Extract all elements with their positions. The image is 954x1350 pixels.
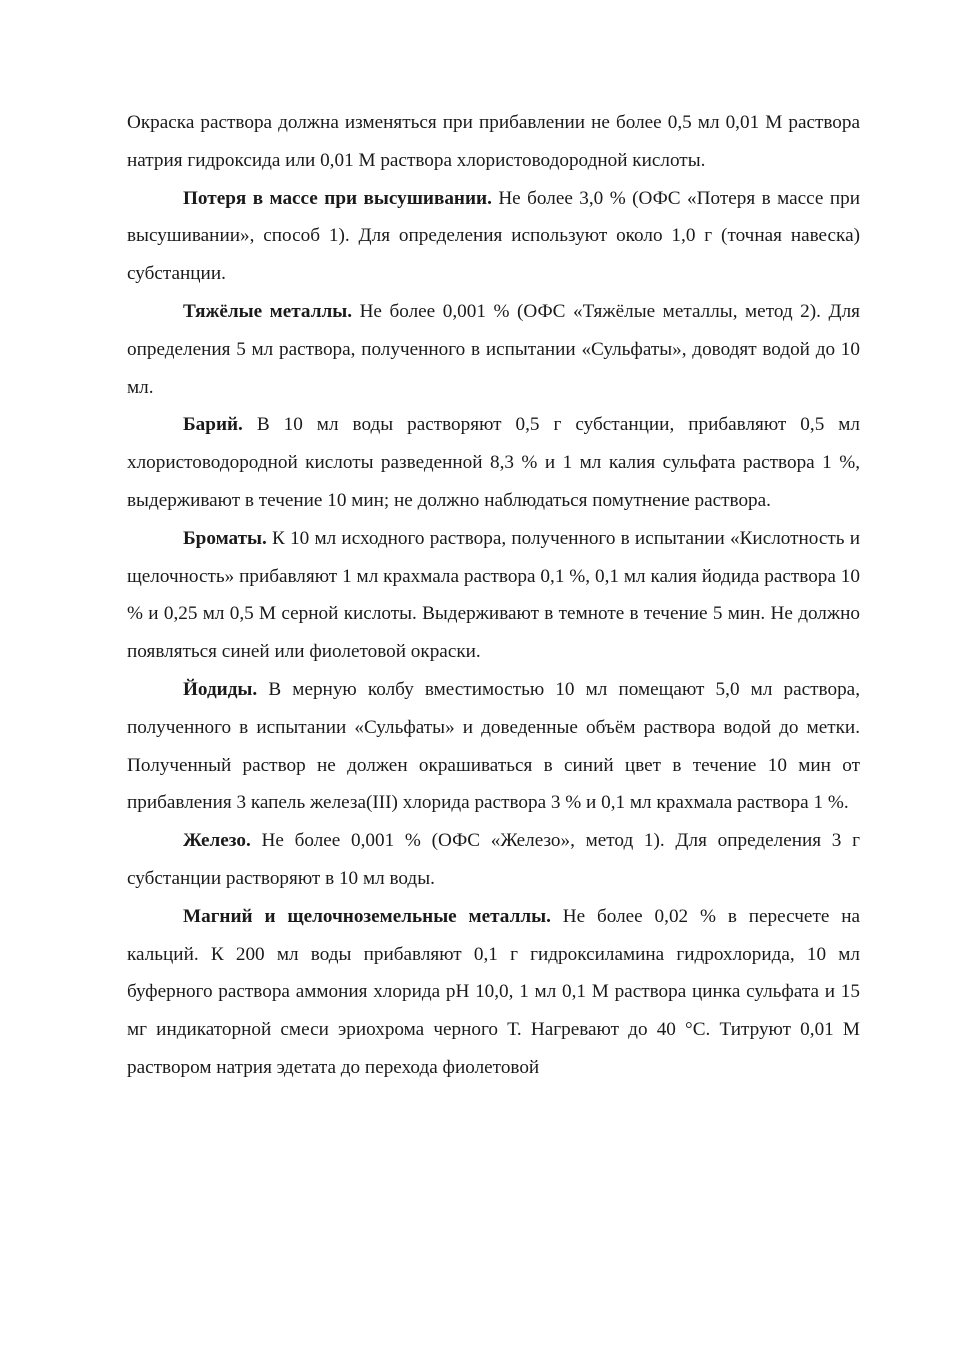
paragraph-text: Не более 3,0 % (ОФС «Потеря в массе при высушивании», способ 1). Для определения используют около 1,0 г (точная навеска) субстанции.	[127, 187, 860, 285]
section-heading: Потеря в массе при высушивании.	[183, 187, 492, 209]
paragraph-text: В 10 мл воды растворяют 0,5 г субстанции, прибавляют 0,5 мл хлористоводородной кислоты разведенной 8,3 % и 1 мл калия сульфата раствора 1 %, выдерживают в течение 10 мин; не должно наблюдаться помутнение раствора.	[127, 414, 860, 511]
document-body	[127, 104, 860, 1087]
paragraph-text: В мерную колбу вместимостью 10 мл помещают 5,0 мл раствора, полученного в испытании «Сульфаты» и доведенные объём раствора водой до метки. Полученный раствор не должен окрашиваться в синий цвет в течение 10 мин от прибавления 3 капель железа(III) хлорида раствора 3 % и 0,1 мл крахмала раствора 1 %.	[127, 678, 860, 814]
paragraph-text: Окраска раствора должна изменяться при прибавлении не более 0,5 мл 0,01 М раствора натрия гидроксида или 0,01 М раствора хлористоводородной кислоты.	[127, 112, 860, 171]
paragraph-text: Не более 0,02 % в пересчете на кальций. К 200 мл воды прибавляют 0,1 г гидроксиламина гидрохлорида, 10 мл буферного раствора аммония хлорида pH 10,0, 1 мл 0,1 М раствора цинка сульфата и 15 мг индикаторной смеси эриохрома черного Т. Нагревают до 40 °С. Титруют 0,01 М раствором натрия эдетата до перехода фиолетовой	[127, 905, 860, 1078]
paragraph-bromates	[127, 520, 860, 671]
section-heading: Йодиды.	[183, 678, 258, 700]
paragraph-heavy-metals	[127, 293, 860, 406]
paragraph-text: К 10 мл исходного раствора, полученного в испытании «Кислотность и щелочность» прибавляют 1 мл крахмала раствора 0,1 %, 0,1 мл калия йодида раствора 10 % и 0,25 мл 0,5 М серной кислоты. Выдерживают в темноте в течение 5 мин. Не должно появляться синей или фиолетовой окраски.	[127, 527, 860, 663]
paragraph-text: Не более 0,001 % (ОФС «Железо», метод 1). Для определения 3 г субстанции растворяют в 10 мл воды.	[127, 830, 860, 889]
section-heading: Тяжёлые металлы.	[183, 300, 353, 322]
section-heading: Магний и щелочноземельные металлы.	[183, 905, 551, 927]
section-heading: Барий.	[183, 414, 243, 436]
paragraph-intro	[127, 104, 860, 180]
paragraph-iodides	[127, 671, 860, 822]
paragraph-iron	[127, 822, 860, 898]
paragraph-loss-on-drying	[127, 180, 860, 293]
paragraph-text: Не более 0,001 % (ОФС «Тяжёлые металлы, метод 2). Для определения 5 мл раствора, полученного в испытании «Сульфаты», доводят водой до 10 мл.	[127, 300, 860, 398]
paragraph-magnesium	[127, 898, 860, 1087]
paragraph-barium	[127, 406, 860, 519]
section-heading: Железо.	[183, 830, 251, 852]
section-heading: Броматы.	[183, 527, 267, 549]
